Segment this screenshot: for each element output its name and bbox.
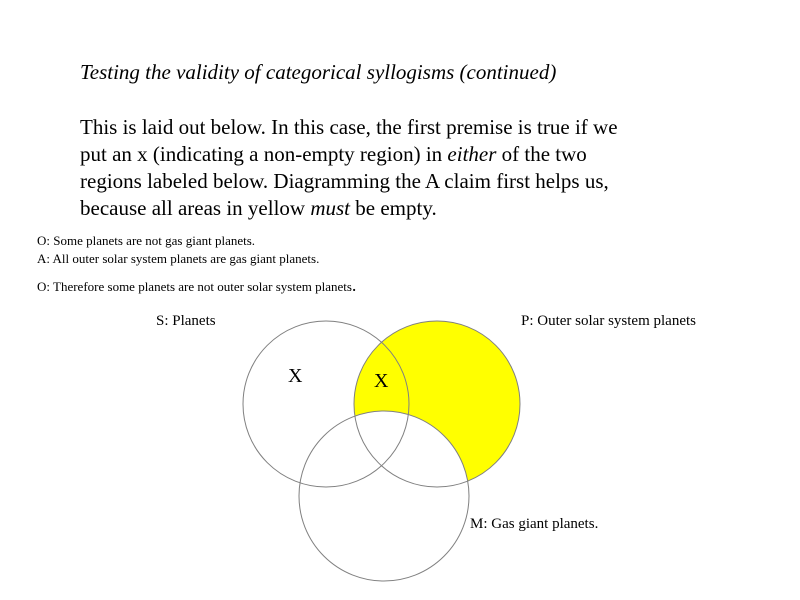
conclusion-period: . bbox=[351, 275, 357, 295]
premise-minor: A: All outer solar system planets are gas giant planets. bbox=[37, 251, 320, 266]
slide-title: Testing the validity of categorical syllogisms (continued) bbox=[80, 60, 557, 84]
premise-major: O: Some planets are not gas giant planets. bbox=[37, 233, 256, 248]
venn-label-p: P: Outer solar system planets bbox=[521, 313, 696, 329]
intro-emphasis-either: either bbox=[447, 142, 497, 166]
intro-line-2-start: put an x (indicating a non-empty region) in bbox=[80, 142, 448, 166]
intro-line-3: regions labeled below. Diagramming the A claim first helps us, bbox=[80, 169, 609, 193]
intro-line-1: This is laid out below. In this case, the first premise is true if we bbox=[80, 115, 618, 139]
venn-region-p-not-m-shaded bbox=[354, 321, 520, 487]
intro-line-2-end: of the two bbox=[496, 142, 587, 166]
venn-mark-s-and-p: X bbox=[374, 370, 389, 392]
venn-mark-s-only: X bbox=[288, 365, 303, 387]
intro-emphasis-must: must bbox=[310, 196, 351, 220]
venn-label-m: M: Gas giant planets. bbox=[470, 516, 599, 532]
intro-line-4-end: be empty. bbox=[350, 196, 437, 220]
conclusion-text: O: Therefore some planets are not outer solar system planets bbox=[37, 279, 352, 294]
intro-line-4-start: because all areas in yellow bbox=[80, 196, 311, 220]
venn-circle-m bbox=[299, 411, 469, 581]
venn-label-s: S: Planets bbox=[156, 313, 216, 329]
